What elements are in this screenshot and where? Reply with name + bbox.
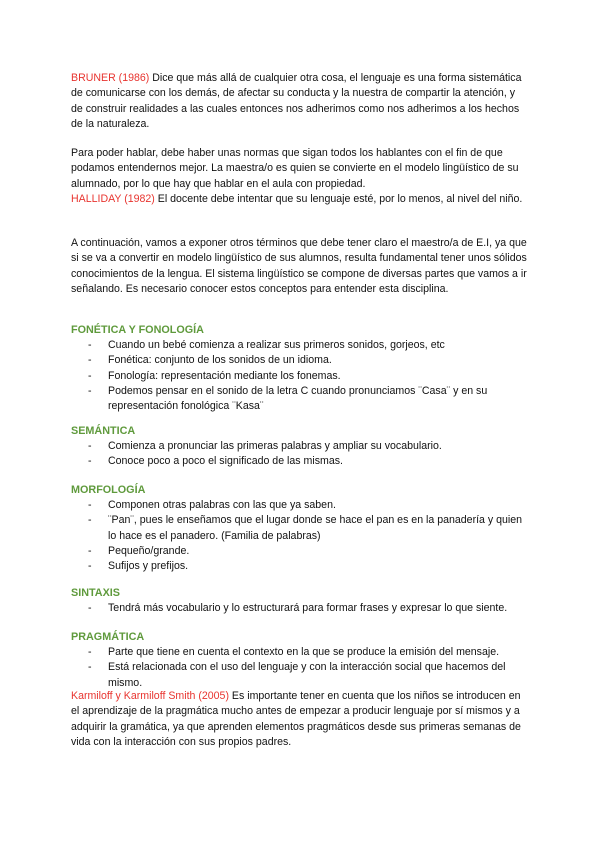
bullet-marker: - [88, 339, 92, 351]
bullet-marker: - [88, 602, 92, 614]
list-item: - Podemos pensar en el sonido de la letra C cuando pronunciamos ¨Casa¨ y en su representación fonológica ¨Kasa¨ [88, 384, 488, 413]
bullet-marker: - [88, 560, 92, 573]
karmiloff-text: Es importante tener en cuenta que los niños se introducen en el aprendizaje de la pragmática mucho antes de empezar a producir lenguaje por sí mismos y a adquirir la gramática, ya que aprenden elementos pragmáticos desde sus primeras semanas de vida con la interacción con sus propios padres. [71, 690, 521, 748]
list-item: - Fonología: representación mediante los fonemas. [71, 369, 529, 384]
bruner-text: Dice que más allá de cualquier otra cosa, el lenguaje es una forma sistemática de comunicarse con los demás, de afectar su conducta y la nuestra de compartir la atención, y de construir realidades a las cuales entonces nos adherimos como nos adherimos a los hechos de la naturaleza. [71, 72, 522, 130]
bullet-marker: - [88, 354, 92, 367]
list-item: - Pequeño/grande. [71, 544, 529, 559]
norms-text: Para poder hablar, debe haber unas normas que sigan todos los hablantes con el fin de que podamos entendernos mejor. La maestra/o es quien se convierte en el modelo lingüístico de su alumnado, por lo que hay que hablar en el aula con propiedad. [71, 147, 519, 190]
list-fonetica [71, 338, 529, 414]
bullet-marker: - [88, 384, 92, 397]
bruner-paragraph [71, 71, 529, 132]
bruner-citation: BRUNER (1986) [71, 72, 150, 84]
halliday-text: El docente debe intentar que su lenguaje esté, por lo menos, al nivel del niño. [154, 192, 523, 205]
list-semantica [71, 439, 529, 470]
list-item: - Comienza a pronunciar las primeras palabras y ampliar su vocabulario. [71, 439, 529, 454]
list-item: - Fonética: conjunto de los sonidos de un idioma. [71, 353, 529, 368]
bullet-marker: - [88, 369, 92, 382]
list-sintaxis [71, 601, 529, 616]
section-heading-sintaxis: SINTAXIS [71, 587, 120, 599]
bullet-marker: - [88, 455, 92, 468]
list-item: - Cuando un bebé comienza a realizar sus primeros sonidos, gorjeos, etc [71, 338, 529, 353]
list-morfologia [71, 498, 529, 574]
continuation-paragraph: A continuación, vamos a exponer otros términos que debe tener claro el maestro/a de E.I, ya que si se va a convertir en modelo lingüístico de sus alumnos, resulta fundamental tener unos sólidos conocimientos de la lengua. El sistema lingüístico se compone de diversas partes que vamos a ir señalando. Es necesario conocer estos conceptos para entender esta disciplina. [71, 237, 527, 295]
karmiloff-citation: Karmiloff y Karmiloff Smith (2005) [71, 690, 229, 702]
norms-paragraph [71, 146, 529, 207]
halliday-citation: HALLIDAY (1982) [71, 192, 155, 205]
section-heading-fonetica: FONÉTICA Y FONOLOGÍA [71, 324, 204, 336]
bullet-marker: - [88, 514, 92, 527]
list-item: - Está relacionada con el uso del lenguaje y con la interacción social que hacemos del mismo. [88, 661, 506, 689]
list-item: - Parte que tiene en cuenta el contexto en la que se produce la emisión del mensaje. [71, 645, 529, 660]
bullet-marker: - [88, 661, 92, 674]
list-pragmatica [71, 645, 529, 691]
list-item: - Conoce poco a poco el significado de las mismas. [71, 454, 529, 469]
section-heading-morfologia: MORFOLOGÍA [71, 484, 146, 496]
bullet-marker: - [88, 440, 92, 452]
list-item: - Componen otras palabras con las que ya saben. [71, 498, 529, 513]
section-heading-pragmatica: PRAGMÁTICA [71, 631, 145, 643]
bullet-marker: - [88, 646, 92, 658]
bullet-marker: - [88, 544, 92, 557]
section-heading-semantica: SEMÁNTICA [71, 425, 136, 437]
list-item: - Tendrá más vocabulario y lo estructurará para formar frases y expresar lo que siente. [71, 601, 529, 616]
karmiloff-paragraph [71, 689, 529, 750]
bullet-marker: - [88, 499, 92, 511]
list-item: - ¨Pan¨, pues le enseñamos que el lugar donde se hace el pan es en la panadería y quien lo hace es el panadero. (Familia de palabras) [88, 514, 523, 542]
list-item: - Sufijos y prefijos. [71, 559, 529, 574]
